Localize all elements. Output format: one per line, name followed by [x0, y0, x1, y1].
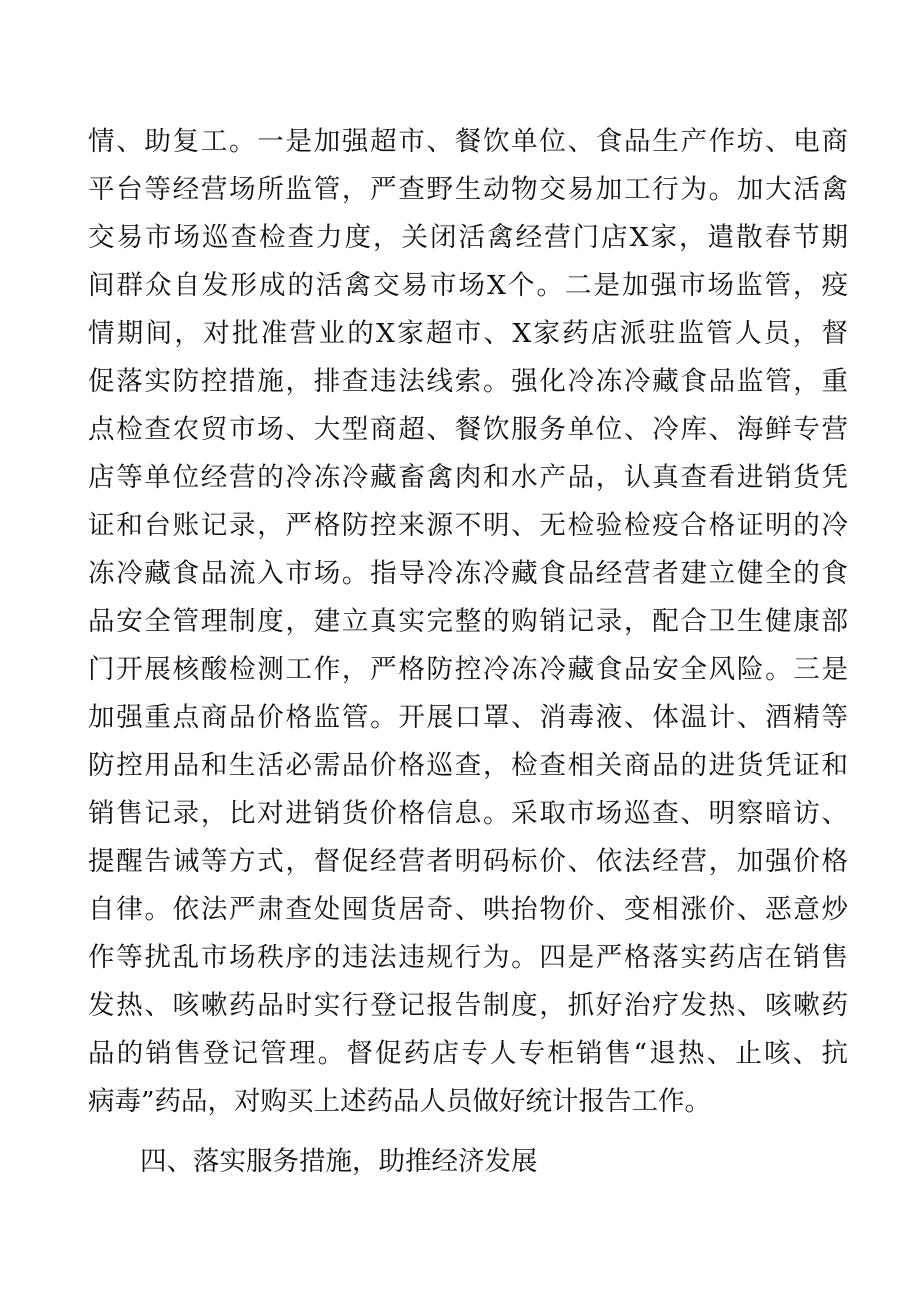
paragraph-line: 间群众自发形成的活禽交易市场X个。二是加强市场监管，疫: [88, 270, 848, 301]
paragraph-line: 门开展核酸检测工作，严格防控冷冻冷藏食品安全风险。三是: [88, 654, 848, 685]
paragraph-line: 防控用品和生活必需品价格巡查，检查相关商品的进货凭证和: [88, 750, 848, 781]
body-paragraph: [88, 118, 848, 1126]
section-heading: 四、落实服务措施，助推经济发展: [140, 1146, 538, 1177]
paragraph-line: 自律。依法严肃查处囤货居奇、哄抬物价、变相涨价、恶意炒: [88, 894, 848, 925]
paragraph-line: 发热、咳嗽药品时实行登记报告制度，抓好治疗发热、咳嗽药: [88, 990, 848, 1021]
paragraph-line: 品安全管理制度，建立真实完整的购销记录，配合卫生健康部: [88, 606, 848, 637]
paragraph-line: 促落实防控措施，排查违法线索。强化冷冻冷藏食品监管，重: [88, 366, 848, 397]
paragraph-line: 品的销售登记管理。督促药店专人专柜销售“退热、止咳、抗: [88, 1038, 848, 1069]
paragraph-line: 销售记录，比对进销货价格信息。采取市场巡查、明察暗访、: [88, 798, 848, 829]
paragraph-line: 平台等经营场所监管，严查野生动物交易加工行为。加大活禽: [88, 174, 848, 205]
paragraph-line: 情期间，对批准营业的X家超市、X家药店派驻监管人员，督: [88, 318, 848, 349]
paragraph-line: 提醒告诫等方式，督促经营者明码标价、依法经营，加强价格: [88, 846, 848, 877]
paragraph-line: 冻冷藏食品流入市场。指导冷冻冷藏食品经营者建立健全的食: [88, 558, 848, 589]
paragraph-line: 店等单位经营的冷冻冷藏畜禽肉和水产品，认真查看进销货凭: [88, 462, 848, 493]
paragraph-line: 加强重点商品价格监管。开展口罩、消毒液、体温计、酒精等: [88, 702, 848, 733]
paragraph-line: 交易市场巡查检查力度，关闭活禽经营门店X家，遣散春节期: [88, 222, 848, 253]
paragraph-line: 情、助复工。一是加强超市、餐饮单位、食品生产作坊、电商: [88, 126, 848, 157]
paragraph-line: 点检查农贸市场、大型商超、餐饮服务单位、冷库、海鲜专营: [88, 414, 848, 445]
paragraph-line: 证和台账记录，严格防控来源不明、无检验检疫合格证明的冷: [88, 510, 848, 541]
paragraph-line: 病毒”药品，对购买上述药品人员做好统计报告工作。: [88, 1086, 712, 1117]
paragraph-line: 作等扰乱市场秩序的违法违规行为。四是严格落实药店在销售: [88, 942, 848, 973]
